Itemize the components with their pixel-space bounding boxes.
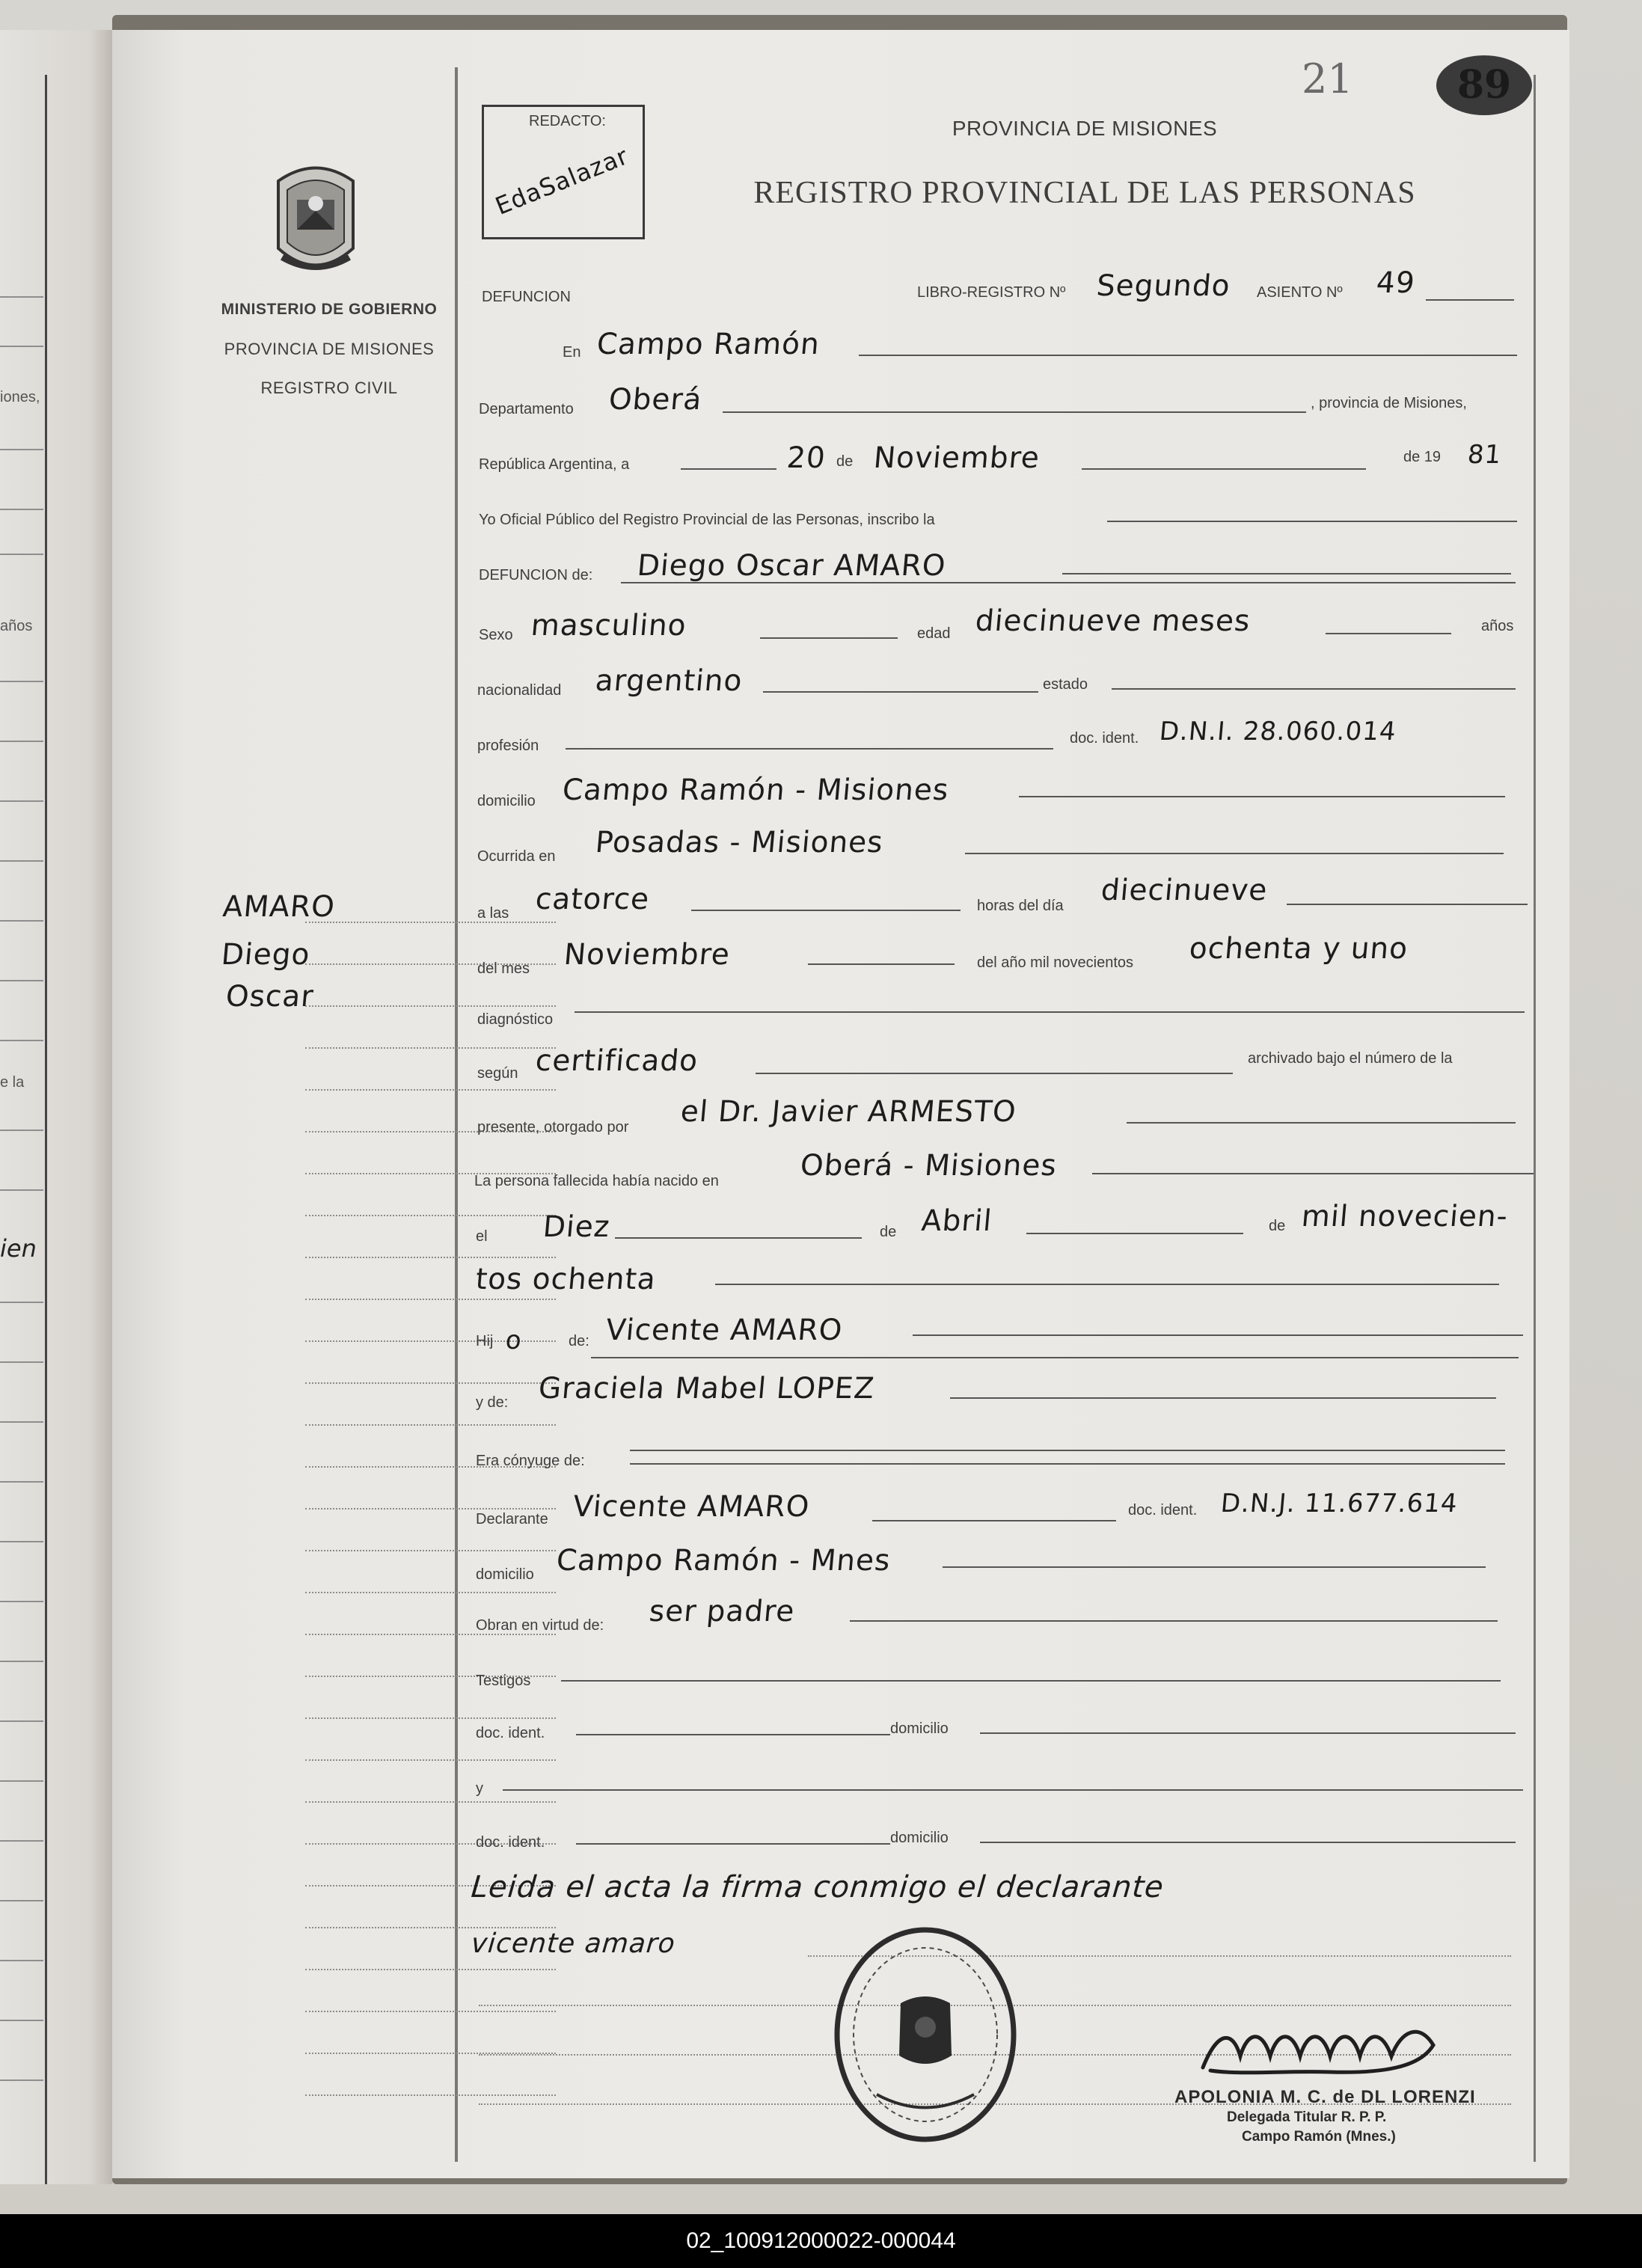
strip-line — [0, 1780, 43, 1782]
strip-line — [0, 1361, 43, 1363]
nacionalidad-value: argentino — [594, 664, 744, 698]
strip-line — [0, 1720, 43, 1722]
edad-label: edad — [917, 625, 951, 642]
margin-note-given-name: Diego — [220, 938, 312, 972]
strip-line — [0, 2020, 43, 2021]
strip-line — [0, 449, 43, 450]
conyuge-line — [630, 1450, 1505, 1451]
year-suffix: 81 — [1466, 440, 1504, 470]
strip-line — [0, 1661, 43, 1662]
hijo-suffix: o — [504, 1325, 524, 1355]
t2-domicilio-label: domicilio — [890, 1830, 949, 1846]
margin-line — [305, 1969, 556, 1970]
ministry-line-3: REGISTRO CIVIL — [260, 378, 398, 397]
official-role: Delegada Titular R. P. P. — [1227, 2109, 1387, 2125]
month-line — [1082, 468, 1366, 470]
y-line — [503, 1789, 1523, 1791]
el-label: el — [476, 1228, 488, 1245]
t-doc-label: doc. ident. — [476, 1725, 545, 1741]
asiento-value: 49 — [1375, 266, 1417, 300]
province-heading: PROVINCIA DE MISIONES — [952, 117, 1218, 140]
segun-value: certificado — [534, 1044, 700, 1078]
margin-line — [305, 1801, 556, 1803]
redacto-box — [482, 105, 645, 239]
y-label: y — [476, 1780, 483, 1797]
previous-page-strip — [0, 30, 112, 2184]
margin-line — [305, 1550, 556, 1551]
t-domicilio-line — [980, 1732, 1516, 1734]
margin-line — [305, 1592, 556, 1593]
t-doc-line — [576, 1734, 890, 1735]
right-rule — [1534, 75, 1536, 2162]
strip-line — [0, 1302, 43, 1303]
domicilio-label: domicilio — [477, 793, 536, 809]
nacido-line — [1092, 1173, 1534, 1174]
conyuge-label: Era cónyuge de: — [476, 1453, 585, 1469]
margin-line — [305, 1005, 556, 1007]
horas-dia-label: horas del día — [977, 898, 1064, 914]
declarante-value: Vicente AMARO — [572, 1490, 812, 1524]
y-de-label: y de: — [476, 1394, 509, 1411]
strip-line — [0, 681, 43, 682]
deceased-line-1 — [1062, 573, 1511, 574]
decl-domicilio-value: Campo Ramón - Mnes — [555, 1544, 892, 1578]
padre-line-2 — [591, 1357, 1519, 1358]
strip-text: ien — [0, 1234, 37, 1263]
strip-text: e la — [0, 1074, 25, 1091]
estado-line — [1112, 688, 1516, 690]
strip-line — [0, 1189, 43, 1191]
hijo-de-label: de: — [569, 1333, 589, 1349]
libro-label: LIBRO-REGISTRO Nº — [917, 284, 1066, 301]
obran-label: Obran en virtud de: — [476, 1617, 604, 1634]
strip-line — [0, 1960, 43, 1961]
nac-dia-value: Diez — [542, 1210, 612, 1244]
strip-rule — [45, 75, 47, 2184]
ministry-line-2: PROVINCIA DE MISIONES — [224, 340, 435, 358]
dia-value: diecinueve — [1100, 874, 1269, 907]
strip-line — [0, 346, 43, 347]
padre-value: Vicente AMARO — [604, 1314, 845, 1347]
asiento-line — [1426, 299, 1514, 301]
libro-value: Segundo — [1095, 269, 1232, 303]
strip-line — [0, 800, 43, 802]
ano-value: ochenta y uno — [1188, 932, 1410, 966]
en-value: Campo Ramón — [595, 328, 821, 361]
deceased-name: Diego Oscar AMARO — [636, 549, 948, 583]
strip-text: años — [0, 618, 33, 634]
margin-note-surname: AMARO — [221, 890, 337, 924]
obran-line — [850, 1620, 1498, 1622]
closing-signature: vicente amaro — [470, 1928, 677, 1959]
profesion-line — [566, 748, 1053, 750]
domicilio-value: Campo Ramón - Misiones — [561, 773, 951, 807]
margin-line — [305, 1508, 556, 1510]
official-name: APOLONIA M. C. de DL LORENZI — [1174, 2087, 1476, 2107]
edad-value: diecinueve meses — [974, 604, 1252, 638]
testigos-line — [561, 1680, 1501, 1682]
domicilio-line — [1019, 796, 1505, 797]
strip-line — [0, 1601, 43, 1602]
nacionalidad-label: nacionalidad — [477, 682, 562, 699]
diagnostico-line — [575, 1011, 1525, 1013]
strip-line — [0, 741, 43, 742]
madre-line — [950, 1397, 1496, 1399]
margin-line — [305, 922, 556, 923]
year-prefix: de 19 — [1403, 449, 1442, 465]
month-value: Noviembre — [872, 441, 1041, 475]
margin-line — [305, 2094, 556, 2096]
edad-line — [1326, 633, 1451, 634]
testigos-label: Testigos — [476, 1673, 531, 1689]
decl-domicilio-line — [943, 1566, 1486, 1568]
t2-doc-label: doc. ident. — [476, 1834, 545, 1851]
closing-line-1: Leida el acta la firma conmigo el declarante — [469, 1870, 1165, 1904]
sexo-label: Sexo — [479, 627, 513, 643]
official-place: Campo Ramón (Mnes.) — [1242, 2129, 1396, 2145]
redacto-label: REDACTO: — [529, 113, 606, 129]
declarante-line — [872, 1520, 1116, 1521]
defuncion-label: DEFUNCION de: — [479, 567, 593, 583]
otorgado-value: el Dr. Javier ARMESTO — [679, 1095, 1018, 1129]
strip-line — [0, 1900, 43, 1901]
strip-line — [0, 554, 43, 555]
nac-dia-line — [615, 1237, 862, 1239]
del-mes-label: del mes — [477, 960, 530, 977]
margin-line — [305, 1382, 556, 1384]
ocurrida-value: Posadas - Misiones — [594, 826, 885, 859]
page-number-badge: 89 — [1436, 55, 1532, 115]
anos-label: años — [1481, 618, 1514, 634]
act-type-label: DEFUNCION — [482, 289, 571, 305]
a-las-label: a las — [477, 905, 509, 922]
obran-value: ser padre — [648, 1595, 797, 1628]
margin-line — [305, 1257, 556, 1258]
del-ano-label: del año mil novecientos — [977, 954, 1134, 971]
nacionalidad-line — [763, 691, 1038, 693]
oficial-text: Yo Oficial Público del Registro Provincial de las Personas, inscribo la — [479, 512, 935, 528]
strip-line — [0, 920, 43, 922]
ministry-line-1: MINISTERIO DE GOBIERNO — [221, 301, 438, 318]
profesion-label: profesión — [477, 738, 539, 754]
segun-label: según — [477, 1065, 518, 1082]
sexo-line — [760, 637, 898, 639]
margin-line — [305, 1759, 556, 1761]
nacido-value: Oberá - Misiones — [799, 1149, 1059, 1183]
folio-number: 21 — [1302, 55, 1353, 102]
asiento-label: ASIENTO Nº — [1257, 284, 1343, 301]
strip-line — [0, 1421, 43, 1423]
padre-line — [913, 1334, 1523, 1336]
nac-ano-line — [715, 1284, 1499, 1285]
t2-doc-line — [576, 1843, 890, 1845]
decl-doc-label: doc. ident. — [1128, 1502, 1198, 1518]
ocurrida-line — [965, 853, 1504, 854]
margin-note-middle-name: Oscar — [224, 980, 316, 1014]
hora-value: catorce — [534, 883, 652, 916]
strip-line — [0, 860, 43, 862]
de-label: de — [836, 453, 854, 470]
madre-value: Graciela Mabel LOPEZ — [537, 1372, 876, 1406]
margin-line — [305, 1215, 556, 1216]
margin-line — [305, 1089, 556, 1091]
t2-domicilio-line — [980, 1842, 1516, 1843]
day-value: 20 — [785, 441, 827, 475]
nacido-label: La persona fallecida había nacido en — [474, 1173, 719, 1189]
strip-line — [0, 1840, 43, 1842]
oficial-line — [1107, 521, 1517, 522]
margin-line — [305, 1047, 556, 1049]
t-domicilio-label: domicilio — [890, 1720, 949, 1737]
strip-line — [0, 509, 43, 510]
coat-of-arms-icon — [263, 159, 368, 278]
registry-seal-icon — [832, 1922, 1019, 2147]
nac-mes-line — [1026, 1233, 1243, 1234]
mes-line — [808, 963, 955, 965]
dia-line — [1287, 904, 1528, 905]
nac-ano-value-1: mil novecien- — [1300, 1200, 1510, 1233]
strip-line — [0, 1541, 43, 1542]
presente-label: presente, otorgado por — [477, 1119, 629, 1135]
strip-line — [0, 2079, 43, 2081]
strip-line — [0, 1481, 43, 1483]
decl-doc-value: D.N.J. 11.677.614 — [1219, 1489, 1459, 1518]
conyuge-line-2 — [630, 1463, 1505, 1465]
redacto-signature: EdaSalazar — [491, 141, 633, 221]
sexo-value: masculino — [530, 609, 688, 643]
margin-line — [305, 1717, 556, 1719]
en-label: En — [563, 344, 581, 361]
republica-label: República Argentina, a — [479, 456, 630, 473]
registry-title: REGISTRO PROVINCIAL DE LAS PERSONAS — [753, 176, 1416, 210]
departamento-line — [723, 411, 1306, 413]
nac-de-label: de — [880, 1224, 897, 1240]
strip-text: iones, — [0, 389, 40, 405]
departamento-value: Oberá — [607, 383, 704, 417]
nac-mes-value: Abril — [920, 1204, 994, 1238]
deceased-line-2 — [621, 582, 1516, 583]
strip-line — [0, 296, 43, 298]
en-line — [859, 355, 1517, 356]
day-line — [681, 468, 776, 470]
hijo-label: Hij — [476, 1333, 494, 1349]
segun-line — [756, 1073, 1233, 1074]
otorgado-line — [1127, 1122, 1516, 1124]
departamento-label: Departamento — [479, 401, 574, 417]
margin-line — [305, 2011, 556, 2012]
diagnostico-label: diagnóstico — [477, 1011, 554, 1028]
ocurrida-label: Ocurrida en — [477, 848, 556, 865]
doc-ident-value: D.N.I. 28.060.014 — [1158, 717, 1398, 747]
mes-value: Noviembre — [563, 938, 732, 972]
declarante-label: Declarante — [476, 1511, 548, 1527]
doc-ident-label: doc. ident. — [1070, 730, 1139, 747]
strip-line — [0, 980, 43, 981]
hora-line — [691, 910, 961, 911]
margin-line — [305, 1299, 556, 1300]
nac-ano-value-2: tos ochenta — [474, 1263, 658, 1296]
strip-line — [0, 1040, 43, 1041]
strip-line — [0, 1130, 43, 1131]
provincia-suffix: , provincia de Misiones, — [1311, 395, 1467, 411]
official-signature-icon — [1195, 2015, 1442, 2082]
de-mil-label: de — [1269, 1218, 1286, 1234]
decl-domicilio-label: domicilio — [476, 1566, 534, 1583]
image-caption: 02_100912000022-000044 — [0, 2214, 1642, 2268]
estado-label: estado — [1043, 676, 1088, 693]
archivado-label: archivado bajo el número de la — [1248, 1050, 1453, 1067]
margin-line — [305, 1424, 556, 1426]
